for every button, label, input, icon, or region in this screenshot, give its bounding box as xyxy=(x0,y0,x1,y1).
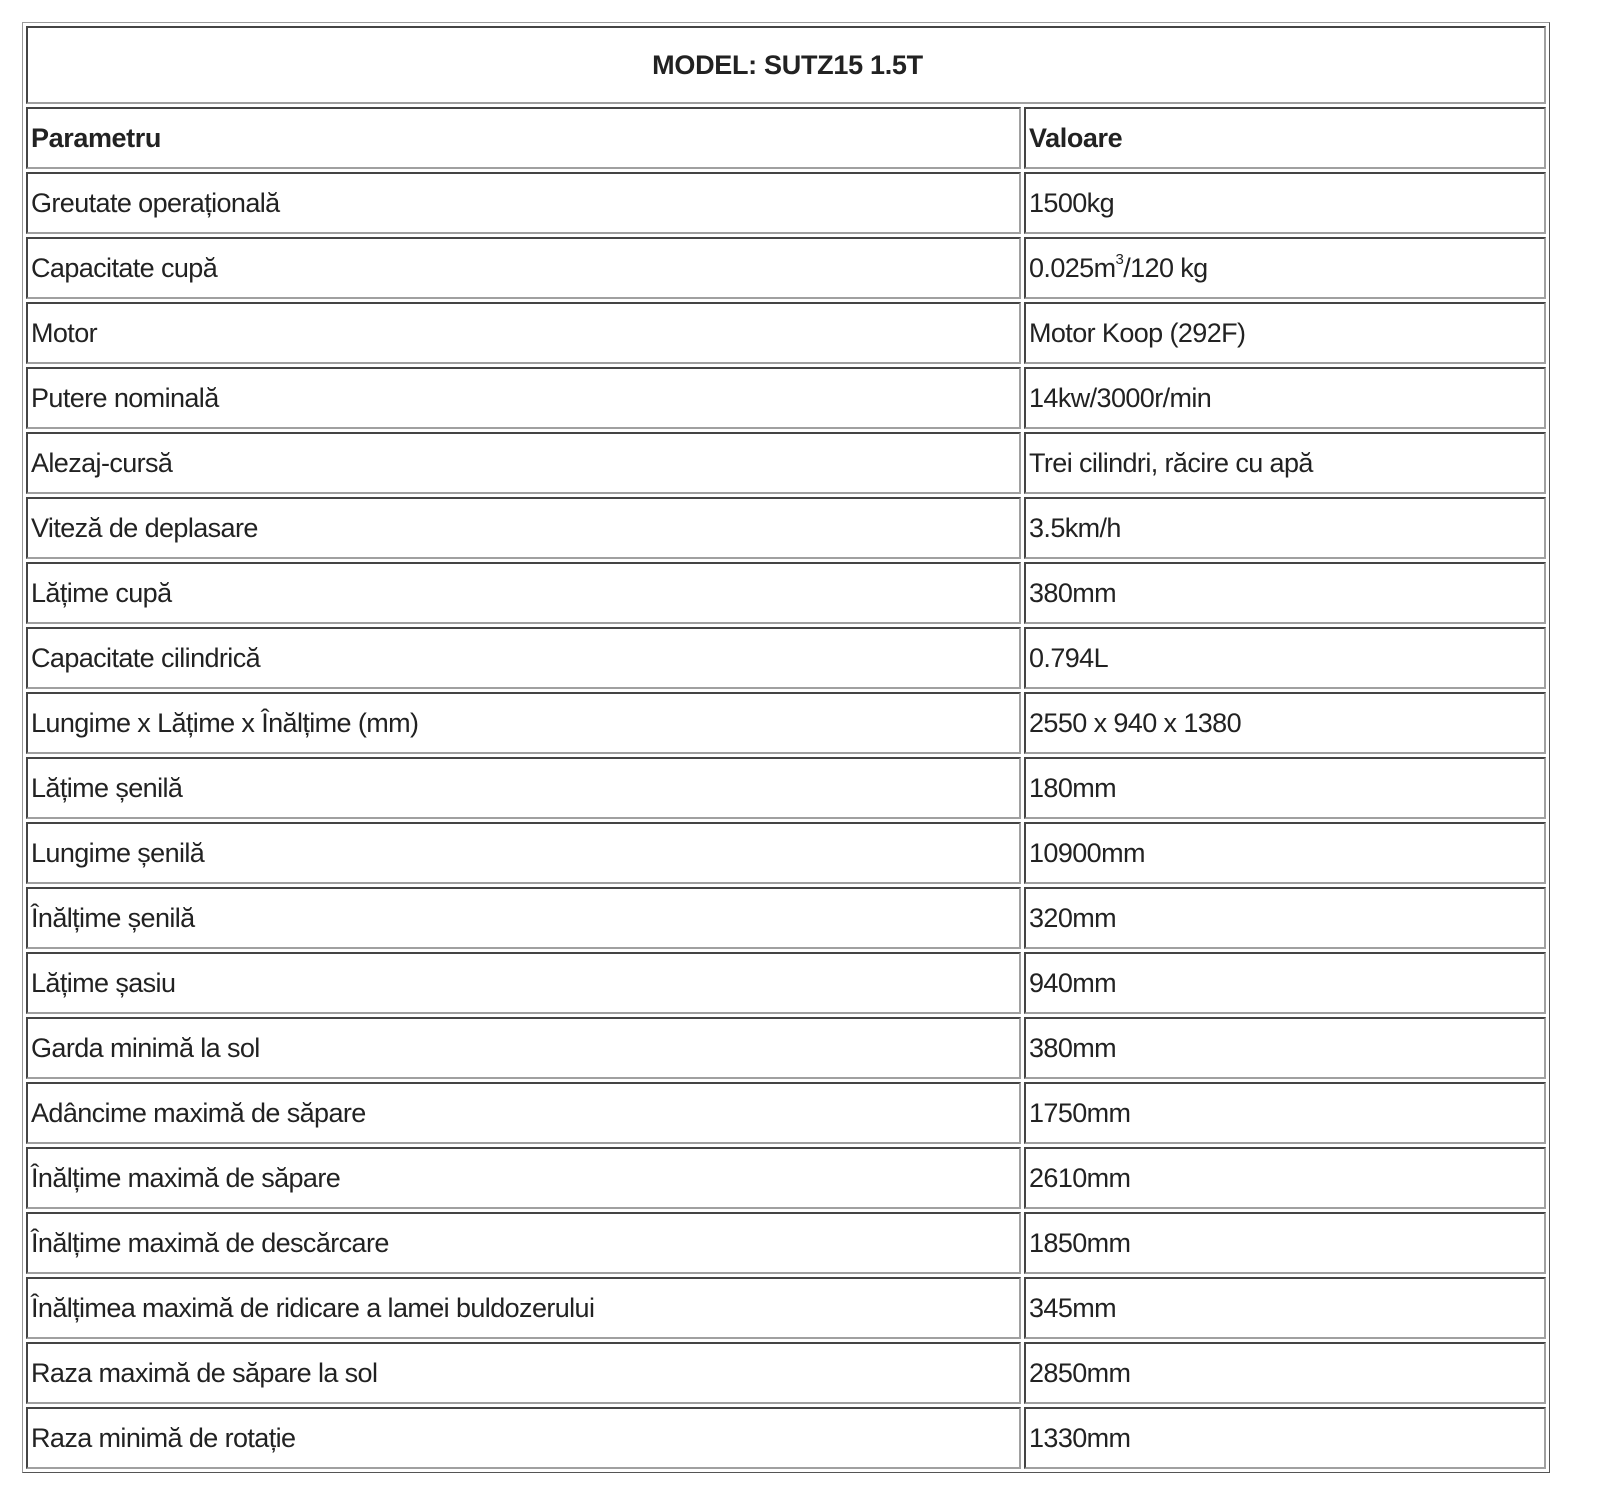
table-row xyxy=(26,1277,1546,1339)
value-cell: Motor Koop (292F) xyxy=(1024,302,1546,364)
value-cell: 10900mm xyxy=(1024,822,1546,884)
value-cell: 2610mm xyxy=(1024,1147,1546,1209)
value-cell: 14kw/3000r/min xyxy=(1024,367,1546,429)
value-cell: 380mm xyxy=(1024,1017,1546,1079)
value-cell: 1500kg xyxy=(1024,172,1546,234)
header-row xyxy=(26,107,1546,169)
value-suffix: /120 kg xyxy=(1123,252,1208,283)
parameter-cell: Greutate operațională xyxy=(26,172,1021,234)
table-row xyxy=(26,1082,1546,1144)
header-value: Valoare xyxy=(1024,107,1546,169)
parameter-cell: Putere nominală xyxy=(26,367,1021,429)
parameter-cell: Înălțime maximă de descărcare xyxy=(26,1212,1021,1274)
table-row xyxy=(26,952,1546,1014)
value-cell: 2550 x 940 x 1380 xyxy=(1024,692,1546,754)
value-cell: 0.794L xyxy=(1024,627,1546,689)
spec-table xyxy=(22,22,1550,1473)
value-cell: 180mm xyxy=(1024,757,1546,819)
parameter-cell: Motor xyxy=(26,302,1021,364)
table-row xyxy=(26,1342,1546,1404)
parameter-cell: Înălțime șenilă xyxy=(26,887,1021,949)
table-row xyxy=(26,172,1546,234)
table-row xyxy=(26,887,1546,949)
table-row xyxy=(26,302,1546,364)
table-title: MODEL: SUTZ15 1.5T xyxy=(26,26,1546,104)
value-cell: 380mm xyxy=(1024,562,1546,624)
parameter-cell: Alezaj-cursă xyxy=(26,432,1021,494)
parameter-cell: Înălțimea maximă de ridicare a lamei buldozerului xyxy=(26,1277,1021,1339)
parameter-cell: Adâncime maximă de săpare xyxy=(26,1082,1021,1144)
value-cell: 1750mm xyxy=(1024,1082,1546,1144)
parameter-cell: Lățime șasiu xyxy=(26,952,1021,1014)
parameter-cell: Lățime șenilă xyxy=(26,757,1021,819)
parameter-cell: Capacitate cilindrică xyxy=(26,627,1021,689)
value-cell: Trei cilindri, răcire cu apă xyxy=(1024,432,1546,494)
table-row xyxy=(26,1407,1546,1469)
value-cell xyxy=(1024,237,1546,299)
value-cell: 1330mm xyxy=(1024,1407,1546,1469)
parameter-cell: Lungime șenilă xyxy=(26,822,1021,884)
header-parameter: Parametru xyxy=(26,107,1021,169)
table-row xyxy=(26,757,1546,819)
value-base: 0.025m xyxy=(1029,252,1116,283)
value-cell: 320mm xyxy=(1024,887,1546,949)
parameter-cell: Lățime cupă xyxy=(26,562,1021,624)
value-cell: 940mm xyxy=(1024,952,1546,1014)
table-row xyxy=(26,822,1546,884)
table-row xyxy=(26,1147,1546,1209)
parameter-cell: Capacitate cupă xyxy=(26,237,1021,299)
parameter-cell: Raza minimă de rotație xyxy=(26,1407,1021,1469)
table-row xyxy=(26,692,1546,754)
value-cell: 345mm xyxy=(1024,1277,1546,1339)
table-row xyxy=(26,1212,1546,1274)
table-row xyxy=(26,627,1546,689)
table-row xyxy=(26,1017,1546,1079)
value-superscript: 3 xyxy=(1115,250,1124,268)
title-row xyxy=(26,26,1546,104)
parameter-cell: Lungime x Lățime x Înălțime (mm) xyxy=(26,692,1021,754)
parameter-cell: Garda minimă la sol xyxy=(26,1017,1021,1079)
value-cell: 2850mm xyxy=(1024,1342,1546,1404)
parameter-cell: Viteză de deplasare xyxy=(26,497,1021,559)
value-cell: 1850mm xyxy=(1024,1212,1546,1274)
table-row xyxy=(26,432,1546,494)
table-row xyxy=(26,562,1546,624)
table-row xyxy=(26,497,1546,559)
parameter-cell: Raza maximă de săpare la sol xyxy=(26,1342,1021,1404)
table-row xyxy=(26,367,1546,429)
value-cell: 3.5km/h xyxy=(1024,497,1546,559)
parameter-cell: Înălțime maximă de săpare xyxy=(26,1147,1021,1209)
table-row xyxy=(26,237,1546,299)
